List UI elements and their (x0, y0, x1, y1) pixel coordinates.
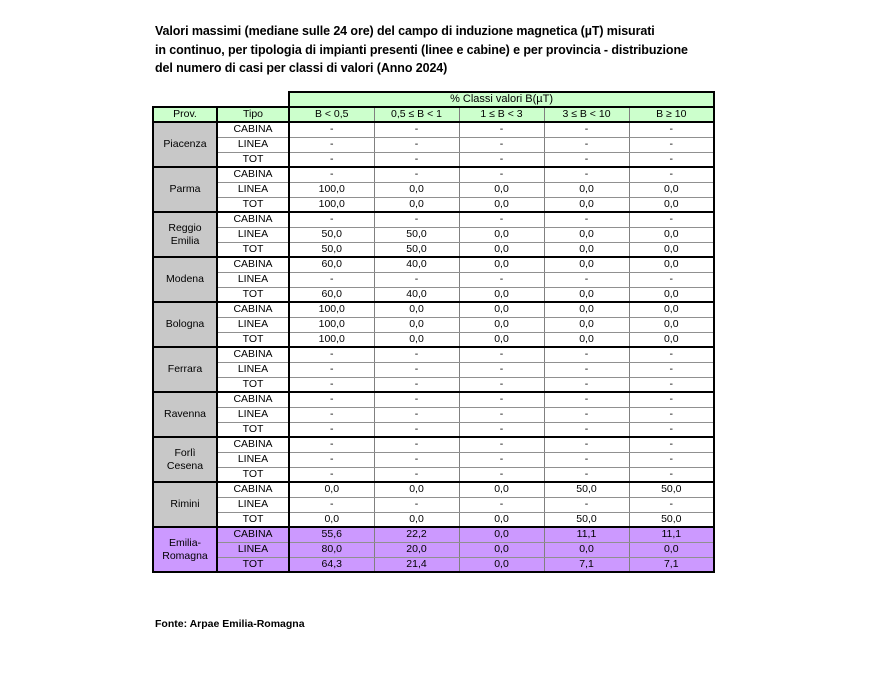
row-type-label: CABINA (217, 122, 289, 137)
value-cell: - (459, 392, 544, 407)
value-cell: - (374, 167, 459, 182)
table-row (153, 422, 714, 437)
value-cell: - (629, 347, 714, 362)
value-cell: - (629, 122, 714, 137)
value-cell: 7,1 (544, 557, 629, 572)
province-label (153, 392, 217, 437)
row-type-label: CABINA (217, 212, 289, 227)
spacer-cell-prov (153, 92, 217, 107)
value-cell: 20,0 (374, 542, 459, 557)
value-cell: 100,0 (289, 197, 374, 212)
row-type-label: LINEA (217, 137, 289, 152)
value-cell: - (289, 152, 374, 167)
value-cell: - (289, 422, 374, 437)
table-body (153, 122, 714, 572)
table-row (153, 332, 714, 347)
value-cell: 0,0 (459, 227, 544, 242)
value-cell: - (374, 452, 459, 467)
value-cell: 0,0 (544, 242, 629, 257)
value-cell: 0,0 (629, 197, 714, 212)
table-row (153, 437, 714, 452)
table-row (153, 452, 714, 467)
row-type-label: CABINA (217, 167, 289, 182)
table-row (153, 362, 714, 377)
value-cell: 0,0 (629, 257, 714, 272)
province-label-line-1: Emilia (170, 234, 200, 247)
value-cell: - (629, 422, 714, 437)
province-label (153, 167, 217, 212)
value-cell: - (544, 452, 629, 467)
value-cell: - (374, 422, 459, 437)
value-cell: - (289, 167, 374, 182)
value-cell: 0,0 (374, 302, 459, 317)
value-cell: - (544, 347, 629, 362)
province-label (153, 437, 217, 482)
table-row (153, 482, 714, 497)
value-cell: - (374, 137, 459, 152)
table-row (153, 407, 714, 422)
province-label (153, 212, 217, 257)
table-row (153, 317, 714, 332)
table-row (153, 287, 714, 302)
table-row (153, 542, 714, 557)
value-cell: - (629, 212, 714, 227)
table-row (153, 167, 714, 182)
value-cell: 0,0 (289, 512, 374, 527)
value-cell: 0,0 (459, 287, 544, 302)
value-cell: 0,0 (289, 482, 374, 497)
value-cell: - (374, 497, 459, 512)
value-cell: - (289, 407, 374, 422)
value-cell: - (629, 437, 714, 452)
row-type-label: LINEA (217, 272, 289, 287)
table-row (153, 497, 714, 512)
value-cell: 0,0 (459, 482, 544, 497)
value-cell: 100,0 (289, 332, 374, 347)
province-label-line-0: Modena (166, 273, 204, 285)
value-cell: 0,0 (374, 197, 459, 212)
value-cell: - (374, 122, 459, 137)
value-cell: - (289, 272, 374, 287)
value-cell: - (459, 362, 544, 377)
value-cell: - (629, 452, 714, 467)
value-cell: 0,0 (629, 302, 714, 317)
value-cell: - (459, 122, 544, 137)
value-cell: 0,0 (459, 317, 544, 332)
value-cell: - (289, 497, 374, 512)
table-row (153, 197, 714, 212)
province-label-line-0: Piacenza (163, 138, 207, 150)
value-cell: - (289, 212, 374, 227)
value-cell: 0,0 (629, 542, 714, 557)
value-cell: 50,0 (629, 482, 714, 497)
table-row (153, 467, 714, 482)
value-cell: 0,0 (374, 482, 459, 497)
value-cell: - (544, 212, 629, 227)
province-label-line-0: Ravenna (163, 408, 207, 420)
value-cell: 0,0 (544, 197, 629, 212)
value-cell: - (459, 467, 544, 482)
value-cell: - (629, 497, 714, 512)
row-type-label: TOT (217, 557, 289, 572)
province-label-line-0: Emilia- (168, 536, 202, 549)
value-cell: 80,0 (289, 542, 374, 557)
value-cell: 0,0 (544, 182, 629, 197)
value-cell: - (629, 167, 714, 182)
value-cell: - (374, 362, 459, 377)
value-cell: 50,0 (289, 242, 374, 257)
value-cell: - (544, 167, 629, 182)
value-cell: - (374, 467, 459, 482)
table-row (153, 182, 714, 197)
value-cell: 100,0 (289, 317, 374, 332)
value-cell: 60,0 (289, 257, 374, 272)
value-cell: - (289, 392, 374, 407)
column-header-class-1: 0,5 ≤ B < 1 (374, 107, 459, 122)
page-title (155, 22, 755, 78)
column-header-class-4: B ≥ 10 (629, 107, 714, 122)
table-row (153, 512, 714, 527)
column-header-class-3: 3 ≤ B < 10 (544, 107, 629, 122)
value-cell: - (459, 452, 544, 467)
row-type-label: LINEA (217, 317, 289, 332)
value-cell: - (629, 137, 714, 152)
value-cell: - (629, 467, 714, 482)
value-cell: - (459, 152, 544, 167)
row-type-label: LINEA (217, 452, 289, 467)
value-cell: 50,0 (544, 512, 629, 527)
row-type-label: CABINA (217, 302, 289, 317)
value-cell: 0,0 (544, 542, 629, 557)
value-cell: - (374, 347, 459, 362)
table-row (153, 527, 714, 542)
magnetic-field-table (152, 91, 715, 573)
value-cell: - (289, 452, 374, 467)
value-cell: - (544, 272, 629, 287)
row-type-label: TOT (217, 332, 289, 347)
value-cell: - (289, 377, 374, 392)
row-type-label: TOT (217, 377, 289, 392)
province-label-line-0: Bologna (165, 318, 205, 330)
value-cell: - (544, 467, 629, 482)
value-cell: 0,0 (629, 317, 714, 332)
value-cell: 0,0 (544, 317, 629, 332)
column-header-class-0: B < 0,5 (289, 107, 374, 122)
value-cell: - (544, 122, 629, 137)
value-cell: 0,0 (629, 287, 714, 302)
value-cell: - (459, 272, 544, 287)
table-row (153, 212, 714, 227)
value-cell: - (374, 152, 459, 167)
table-row (153, 137, 714, 152)
row-type-label: CABINA (217, 482, 289, 497)
table-row (153, 347, 714, 362)
province-label (153, 482, 217, 527)
row-type-label: CABINA (217, 257, 289, 272)
value-cell: 0,0 (374, 512, 459, 527)
value-cell: 0,0 (544, 302, 629, 317)
classes-group-header: % Classi valori B(µT) (289, 92, 714, 107)
row-type-label: TOT (217, 422, 289, 437)
value-cell: 0,0 (459, 512, 544, 527)
row-type-label: LINEA (217, 542, 289, 557)
value-cell: - (544, 407, 629, 422)
value-cell: 0,0 (459, 542, 544, 557)
value-cell: 0,0 (374, 317, 459, 332)
value-cell: 60,0 (289, 287, 374, 302)
row-type-label: TOT (217, 242, 289, 257)
value-cell: 0,0 (629, 332, 714, 347)
row-type-label: CABINA (217, 527, 289, 542)
province-label (153, 527, 217, 572)
value-cell: 0,0 (544, 287, 629, 302)
value-cell: 50,0 (289, 227, 374, 242)
province-label (153, 302, 217, 347)
row-type-label: TOT (217, 512, 289, 527)
value-cell: 22,2 (374, 527, 459, 542)
table-row (153, 227, 714, 242)
value-cell: 0,0 (544, 227, 629, 242)
value-cell: - (459, 422, 544, 437)
value-cell: - (629, 272, 714, 287)
value-cell: - (629, 362, 714, 377)
value-cell: - (459, 347, 544, 362)
value-cell: 40,0 (374, 287, 459, 302)
value-cell: 11,1 (544, 527, 629, 542)
value-cell: - (629, 392, 714, 407)
province-label (153, 347, 217, 392)
column-header-class-2: 1 ≤ B < 3 (459, 107, 544, 122)
value-cell: 0,0 (459, 242, 544, 257)
row-type-label: LINEA (217, 362, 289, 377)
row-type-label: TOT (217, 152, 289, 167)
value-cell: 21,4 (374, 557, 459, 572)
value-cell: 7,1 (629, 557, 714, 572)
province-label-line-0: Parma (169, 183, 201, 195)
table-row (153, 242, 714, 257)
value-cell: - (374, 212, 459, 227)
value-cell: - (374, 392, 459, 407)
table-row (153, 152, 714, 167)
value-cell: 55,6 (289, 527, 374, 542)
table-row (153, 122, 714, 137)
value-cell: 0,0 (629, 227, 714, 242)
row-type-label: LINEA (217, 497, 289, 512)
province-label-line-0: Ferrara (167, 363, 203, 375)
province-label (153, 122, 217, 167)
province-label-line-0: Reggio (168, 221, 202, 234)
value-cell: - (629, 152, 714, 167)
table-row (153, 377, 714, 392)
row-type-label: CABINA (217, 392, 289, 407)
value-cell: - (459, 137, 544, 152)
value-cell: - (289, 467, 374, 482)
row-type-label: LINEA (217, 182, 289, 197)
value-cell: - (629, 407, 714, 422)
province-label-line-1: Cesena (166, 459, 204, 472)
value-cell: - (289, 347, 374, 362)
value-cell: 0,0 (544, 257, 629, 272)
value-cell: - (289, 437, 374, 452)
row-type-label: LINEA (217, 227, 289, 242)
column-header-tipo: Tipo (217, 107, 289, 122)
value-cell: - (374, 272, 459, 287)
table-row (153, 272, 714, 287)
value-cell: 0,0 (629, 242, 714, 257)
value-cell: 0,0 (459, 197, 544, 212)
value-cell: 50,0 (544, 482, 629, 497)
value-cell: 100,0 (289, 182, 374, 197)
value-cell: - (289, 362, 374, 377)
value-cell: - (544, 497, 629, 512)
province-label-line-1: Romagna (162, 549, 208, 562)
table-row (153, 257, 714, 272)
value-cell: 0,0 (459, 302, 544, 317)
table-row (153, 557, 714, 572)
value-cell: - (459, 437, 544, 452)
value-cell: 0,0 (459, 257, 544, 272)
value-cell: - (459, 377, 544, 392)
row-type-label: TOT (217, 467, 289, 482)
value-cell: - (374, 377, 459, 392)
row-type-label: TOT (217, 197, 289, 212)
province-label-line-0: Forlì (174, 446, 196, 459)
value-cell: 50,0 (629, 512, 714, 527)
table-head (153, 92, 714, 122)
table-group-header-row (153, 92, 714, 107)
value-cell: - (544, 392, 629, 407)
value-cell: - (289, 137, 374, 152)
province-label-line-0: Rimini (170, 498, 200, 510)
spacer-cell-tipo (217, 92, 289, 107)
row-type-label: LINEA (217, 407, 289, 422)
value-cell: - (544, 422, 629, 437)
column-header-prov: Prov. (153, 107, 217, 122)
province-label (153, 257, 217, 302)
value-cell: 40,0 (374, 257, 459, 272)
value-cell: - (374, 407, 459, 422)
value-cell: - (459, 167, 544, 182)
value-cell: 0,0 (374, 332, 459, 347)
value-cell: - (459, 407, 544, 422)
value-cell: 64,3 (289, 557, 374, 572)
value-cell: - (544, 377, 629, 392)
page-title-line-2: del numero di casi per classi di valori (Anno 2024) (155, 61, 448, 75)
page-title-line-0: Valori massimi (mediane sulle 24 ore) del campo di induzione magnetica (µT) misurati (155, 24, 655, 38)
page-title-line-1: in continuo, per tipologia di impianti presenti (linee e cabine) e per provincia - distribuzione (155, 42, 688, 57)
value-cell: - (544, 362, 629, 377)
value-cell: - (544, 137, 629, 152)
value-cell: - (544, 152, 629, 167)
value-cell: 100,0 (289, 302, 374, 317)
value-cell: - (459, 497, 544, 512)
value-cell: 0,0 (374, 182, 459, 197)
value-cell: 0,0 (459, 182, 544, 197)
table-column-header-row (153, 107, 714, 122)
value-cell: 0,0 (629, 182, 714, 197)
source-note: Fonte: Arpae Emilia-Romagna (155, 618, 305, 630)
value-cell: 11,1 (629, 527, 714, 542)
value-cell: 50,0 (374, 227, 459, 242)
row-type-label: CABINA (217, 437, 289, 452)
value-cell: - (544, 437, 629, 452)
value-cell: 0,0 (459, 557, 544, 572)
row-type-label: CABINA (217, 347, 289, 362)
value-cell: - (289, 122, 374, 137)
value-cell: - (459, 212, 544, 227)
value-cell: - (374, 437, 459, 452)
value-cell: 0,0 (459, 332, 544, 347)
value-cell: 0,0 (544, 332, 629, 347)
table-row (153, 392, 714, 407)
row-type-label: TOT (217, 287, 289, 302)
table-row (153, 302, 714, 317)
value-cell: - (629, 377, 714, 392)
value-cell: 50,0 (374, 242, 459, 257)
value-cell: 0,0 (459, 527, 544, 542)
